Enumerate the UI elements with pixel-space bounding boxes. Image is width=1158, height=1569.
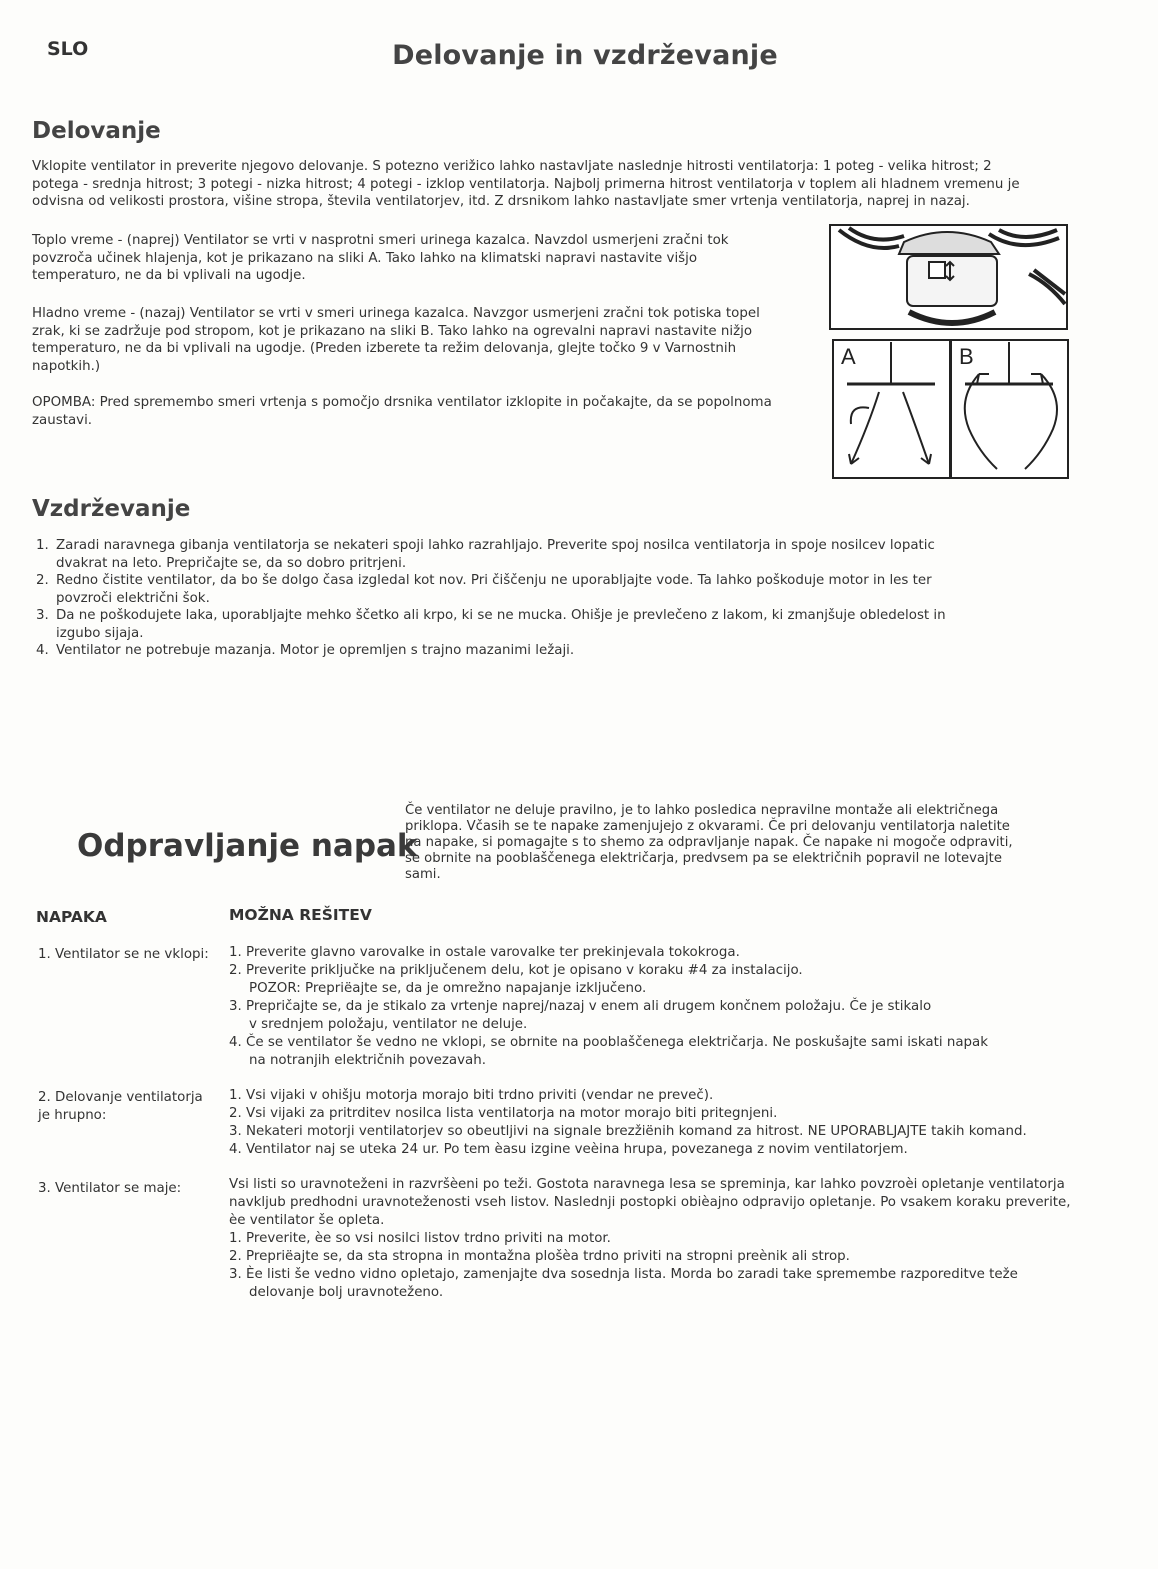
maintenance-list	[36, 537, 976, 660]
troubleshooting-intro: Če ventilator ne deluje pravilno, je to lahko posledica nepravilne montaže ali električnega priklopa. Včasih se te napake zamenjujejo z okvarami. Če pri delovanju ventilatorja naletite na napake, si pomagajte s to shemo za odpravljanje napak. Če napake ni mogoče odpraviti, se obrnite na pooblaščenega električarja, predvsem pa se električnih popravil ne lotevajte sami.	[405, 803, 1013, 882]
problem-2: 2. Delovanje ventilatorja je hrupno:	[38, 1090, 203, 1123]
operation-heading: Delovanje	[32, 118, 161, 144]
troubleshooting-heading: Odpravljanje napak	[77, 828, 418, 864]
fan-diagram-graphic	[829, 224, 1074, 482]
maintenance-item: 4. Ventilator ne potrebuje mazanja. Motor je opremljen s trajno mazanimi ležaji.	[36, 643, 575, 658]
problem-1: 1. Ventilator se ne vklopi:	[38, 947, 209, 962]
column-header-problem: NAPAKA	[36, 908, 107, 926]
maintenance-item: 1. Zaradi naravnega gibanja ventilatorja se nekateri spoji lahko razrahljajo. Preverite spoj nosilca ventilatorja in spoje nosilcev lopatic dvakrat na leto. Prepričajte se, da so dobro pritrjeni.	[36, 538, 935, 571]
page-title: Delovanje in vzdrževanje	[392, 40, 778, 71]
solution-3: Vsi listi so uravnoteženi in razvršèeni po teži. Gostota naravnega lesa se spreminja, kar lahko povzroèi opletanje ventilatorja navkljub predhodni uravnoteženosti vseh listov. Naslednji postopki obièajno odpravijo opletanje. Po vsakem koraku preverite, èe ventilator še opleta. 1. Preverite, èe so vsi nosilci listov trdno priviti na motor. 2. Prepriëajte se, da sta stropna in montažna plošèa trdno priviti na stropni preènik ali strop. 3. Èe listi še vedno vidno opletajo, zamenjajte dva sosednja lista. Morda bo zaradi take spremembe razporeditve teže delovanje bolj uravnoteženo.	[229, 1177, 1071, 1300]
panel-b-label: B	[959, 344, 974, 369]
language-code: SLO	[47, 38, 89, 60]
fan-direction-diagram	[829, 224, 1074, 486]
warm-weather-text: Toplo vreme - (naprej) Ventilator se vrti v nasprotni smeri urinega kazalca. Navzdol usmerjeni zračni tok povzroča učinek hlajenja, kot je prikazano na sliki A. Tako lahko na klimatski napravi nastavite višjo temperaturo, ne da bi vplivali na ugodje.	[32, 233, 729, 283]
solution-2: 1. Vsi vijaki v ohišju motorja morajo biti trdno priviti (vendar ne preveč). 2. Vsi vijaki za pritrditev nosilca lista ventilatorja na motor morajo biti pritegnjeni. 3. Nekateri motorji ventilatorjev so obeutljivi na signale brezžiënih komand za hitrost. NE UPORABLJAJTE takih komand. 4. Ventilator naj se uteka 24 ur. Po tem èasu izgine veèina hrupa, povezanega z novim ventilatorjem.	[229, 1088, 1027, 1157]
problem-3: 3. Ventilator se maje:	[38, 1181, 182, 1196]
maintenance-item: 2. Redno čistite ventilator, da bo še dolgo časa izgledal kot nov. Pri čiščenju ne uporabljajte vode. Ta lahko poškoduje motor in les ter povzroči električni šok.	[36, 573, 932, 606]
cold-weather-text: Hladno vreme - (nazaj) Ventilator se vrti v smeri urinega kazalca. Navzgor usmerjeni zračni tok potiska topel zrak, ki se zadržuje pod stropom, kot je prikazano na sliki B. Tako lahko na ogrevalni napravi nastavite nižjo temperaturo, ne da bi vplivali na ugodje. (Preden izberete ta režim delovanja, glejte točko 9 v Varnostnih napotkih.)	[32, 306, 760, 374]
operation-intro: Vklopite ventilator in preverite njegovo delovanje. S potezno verižico lahko nastavljate naslednje hitrosti ventilatorja: 1 poteg - velika hitrost; 2 potega - srednja hitrost; 3 potegi - nizka hitrost; 4 potegi - izklop ventilatorja. Najbolj primerna hitrost ventilatorja v toplem ali hladnem vremenu je odvisna od velikosti prostora, višine stropa, števila ventilatorjev, itd. Z drsnikom lahko nastavljate smer vrtenja ventilatorja, naprej in nazaj.	[32, 159, 1020, 209]
panel-a-label: A	[841, 344, 856, 369]
maintenance-item: 3. Da ne poškodujete laka, uporabljajte mehko ščetko ali krpo, ki se ne mucka. Ohišje je prevlečeno z lakom, ki zmanjšuje obledelost in izgubo sijaja.	[36, 608, 946, 641]
note-text: OPOMBA: Pred spremembo smeri vrtenja s pomočjo drsnika ventilator izklopite in počakajte, da se popolnoma zaustavi.	[32, 395, 772, 428]
maintenance-heading: Vzdrževanje	[32, 496, 191, 522]
direction-switch-icon	[929, 262, 945, 278]
column-header-solution: MOŽNA REŠITEV	[229, 906, 372, 924]
solution-1: 1. Preverite glavno varovalke in ostale varovalke ter prekinjevala tokokroga. 2. Preverite priključke na priključenem delu, kot je opisano v koraku #4 za instalacijo. POZOR: Prepriëajte se, da je omrežno napajanje izključeno. 3. Prepričajte se, da je stikalo za vrtenje naprej/nazaj v enem ali drugem končnem položaju. Če je stikalo v srednjem položaju, ventilator ne deluje. 4. Če se ventilator še vedno ne vklopi, se obrnite na pooblaščenega električarja. Ne poskušajte sami iskati napak na notranjih električnih povezavah.	[229, 945, 988, 1068]
